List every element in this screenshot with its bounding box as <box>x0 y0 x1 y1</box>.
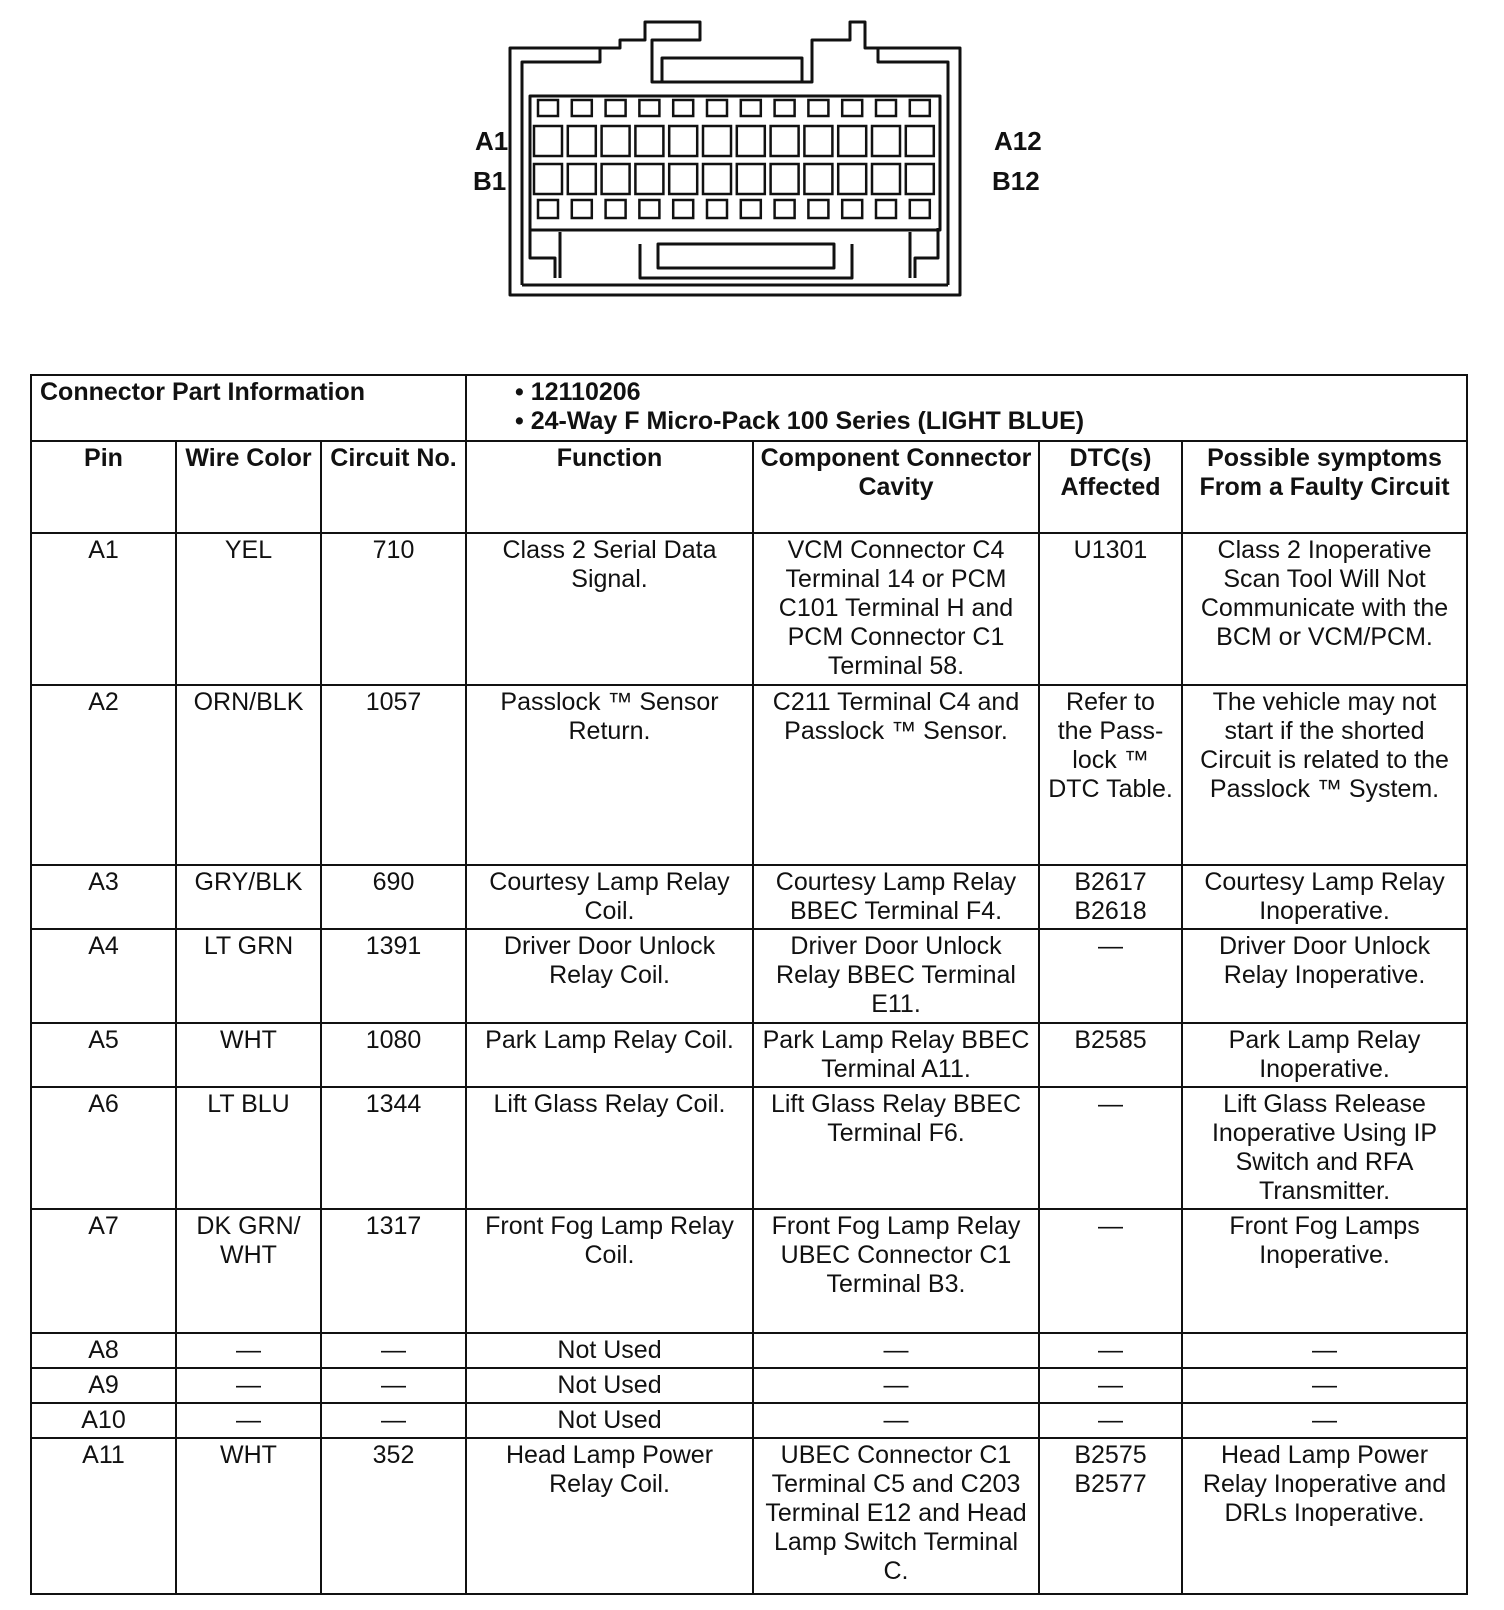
cell-function: Class 2 Serial Data Signal. <box>466 533 753 685</box>
pin-label-a12: A12 <box>994 126 1042 156</box>
cell-circuit-no: 1317 <box>321 1209 466 1333</box>
cell-component-connector-cavity: Driver Door Unlock Relay BBEC Terminal E11. <box>753 929 1039 1023</box>
connector-info-label: Connector Part Information <box>31 375 466 441</box>
cell-dtc-affected: B2617 B2618 <box>1039 865 1182 929</box>
cell-wire-color: LT GRN <box>176 929 321 1023</box>
cell-function: Not Used <box>466 1333 753 1368</box>
cell-component-connector-cavity: Front Fog Lamp Relay UBEC Connector C1 Terminal B3. <box>753 1209 1039 1333</box>
cell-possible-symptoms: Courtesy Lamp Relay Inoperative. <box>1182 865 1467 929</box>
cell-wire-color: — <box>176 1403 321 1438</box>
cell-circuit-no: 1344 <box>321 1087 466 1209</box>
table-row <box>31 929 1467 1023</box>
cell-possible-symptoms: Driver Door Unlock Relay Inoperative. <box>1182 929 1467 1023</box>
table-row <box>31 1209 1467 1333</box>
cell-circuit-no: 1391 <box>321 929 466 1023</box>
cell-dtc-affected: — <box>1039 1368 1182 1403</box>
cell-function: Courtesy Lamp Relay Coil. <box>466 865 753 929</box>
header-pin: Pin <box>31 441 176 533</box>
header-circuit-no: Circuit No. <box>321 441 466 533</box>
table-row <box>31 865 1467 929</box>
cell-dtc-affected: — <box>1039 1333 1182 1368</box>
header-function: Function <box>466 441 753 533</box>
cell-circuit-no: — <box>321 1368 466 1403</box>
cell-pin: A8 <box>31 1333 176 1368</box>
table-row <box>31 1023 1467 1087</box>
cell-wire-color: DK GRN/ WHT <box>176 1209 321 1333</box>
cell-wire-color: ORN/BLK <box>176 685 321 865</box>
cell-dtc-affected: U1301 <box>1039 533 1182 685</box>
cell-component-connector-cavity: — <box>753 1333 1039 1368</box>
header-dtc-affected: DTC(s) Affected <box>1039 441 1182 533</box>
cell-component-connector-cavity: — <box>753 1368 1039 1403</box>
table-row <box>31 1368 1467 1403</box>
cell-possible-symptoms: Park Lamp Relay Inoperative. <box>1182 1023 1467 1087</box>
cell-dtc-affected: B2575 B2577 <box>1039 1438 1182 1594</box>
cell-possible-symptoms: Head Lamp Power Relay Inoperative and DRLs Inoperative. <box>1182 1438 1467 1594</box>
cell-circuit-no: — <box>321 1403 466 1438</box>
cell-wire-color: — <box>176 1333 321 1368</box>
cell-possible-symptoms: Lift Glass Release Inoperative Using IP Switch and RFA Transmitter. <box>1182 1087 1467 1209</box>
cell-pin: A7 <box>31 1209 176 1333</box>
table-row <box>31 1403 1467 1438</box>
cell-function: Head Lamp Power Relay Coil. <box>466 1438 753 1594</box>
cell-wire-color: LT BLU <box>176 1087 321 1209</box>
cell-component-connector-cavity: Park Lamp Relay BBEC Terminal A11. <box>753 1023 1039 1087</box>
cell-circuit-no: 1080 <box>321 1023 466 1087</box>
cell-dtc-affected: — <box>1039 929 1182 1023</box>
cell-possible-symptoms: — <box>1182 1403 1467 1438</box>
cell-function: Passlock ™ Sensor Return. <box>466 685 753 865</box>
cell-wire-color: WHT <box>176 1023 321 1087</box>
connector-info-values <box>466 375 1467 441</box>
cell-circuit-no: 1057 <box>321 685 466 865</box>
cell-function: Not Used <box>466 1368 753 1403</box>
table-row <box>31 533 1467 685</box>
cell-function: Not Used <box>466 1403 753 1438</box>
cell-dtc-affected: — <box>1039 1209 1182 1333</box>
cell-component-connector-cavity: UBEC Connector C1 Terminal C5 and C203 Terminal E12 and Head Lamp Switch Terminal C. <box>753 1438 1039 1594</box>
connector-info-row <box>31 375 1467 441</box>
cell-wire-color: GRY/BLK <box>176 865 321 929</box>
pin-label-a1: A1 <box>475 126 509 156</box>
cell-circuit-no: 352 <box>321 1438 466 1594</box>
cell-pin: A4 <box>31 929 176 1023</box>
table-row <box>31 685 1467 865</box>
connector-diagram <box>0 0 1504 340</box>
cell-wire-color: YEL <box>176 533 321 685</box>
cell-dtc-affected: — <box>1039 1403 1182 1438</box>
cell-possible-symptoms: — <box>1182 1368 1467 1403</box>
table-row <box>31 1333 1467 1368</box>
cell-wire-color: WHT <box>176 1438 321 1594</box>
header-wire-color: Wire Color <box>176 441 321 533</box>
cell-function: Front Fog Lamp Relay Coil. <box>466 1209 753 1333</box>
cell-pin: A3 <box>31 865 176 929</box>
cell-wire-color: — <box>176 1368 321 1403</box>
connector-description: • 24-Way F Micro-Pack 100 Series (LIGHT BLUE) <box>475 407 1460 436</box>
cell-circuit-no: 710 <box>321 533 466 685</box>
cell-component-connector-cavity: Courtesy Lamp Relay BBEC Terminal F4. <box>753 865 1039 929</box>
cell-component-connector-cavity: VCM Connector C4 Terminal 14 or PCM C101 Terminal H and PCM Connector C1 Terminal 58. <box>753 533 1039 685</box>
cell-pin: A6 <box>31 1087 176 1209</box>
cell-pin: A10 <box>31 1403 176 1438</box>
pin-label-b1: B1 <box>473 166 507 196</box>
cell-possible-symptoms: — <box>1182 1333 1467 1368</box>
cell-possible-symptoms: Front Fog Lamps Inoperative. <box>1182 1209 1467 1333</box>
cell-component-connector-cavity: C211 Terminal C4 and Passlock ™ Sensor. <box>753 685 1039 865</box>
cell-pin: A9 <box>31 1368 176 1403</box>
connector-part-number: • 12110206 <box>475 378 1460 407</box>
header-component-connector-cavity: Component Connector Cavity <box>753 441 1039 533</box>
cell-function: Park Lamp Relay Coil. <box>466 1023 753 1087</box>
cell-possible-symptoms: Class 2 Inoperative Scan Tool Will Not Communicate with the BCM or VCM/PCM. <box>1182 533 1467 685</box>
table-row <box>31 1438 1467 1594</box>
cell-component-connector-cavity: Lift Glass Relay BBEC Terminal F6. <box>753 1087 1039 1209</box>
table-row <box>31 1087 1467 1209</box>
pinout-table <box>30 374 1468 1595</box>
cell-possible-symptoms: The vehicle may not start if the shorted Circuit is related to the Passlock ™ System. <box>1182 685 1467 865</box>
cell-dtc-affected: Refer to the Pass-lock ™ DTC Table. <box>1039 685 1182 865</box>
cell-circuit-no: — <box>321 1333 466 1368</box>
cell-function: Lift Glass Relay Coil. <box>466 1087 753 1209</box>
cell-dtc-affected: B2585 <box>1039 1023 1182 1087</box>
cell-function: Driver Door Unlock Relay Coil. <box>466 929 753 1023</box>
cell-pin: A1 <box>31 533 176 685</box>
cell-pin: A11 <box>31 1438 176 1594</box>
pin-label-b12: B12 <box>992 166 1040 196</box>
cell-component-connector-cavity: — <box>753 1403 1039 1438</box>
cell-circuit-no: 690 <box>321 865 466 929</box>
cell-pin: A5 <box>31 1023 176 1087</box>
header-possible-symptoms: Possible symptoms From a Faulty Circuit <box>1182 441 1467 533</box>
cell-pin: A2 <box>31 685 176 865</box>
cell-dtc-affected: — <box>1039 1087 1182 1209</box>
table-header-row <box>31 441 1467 533</box>
